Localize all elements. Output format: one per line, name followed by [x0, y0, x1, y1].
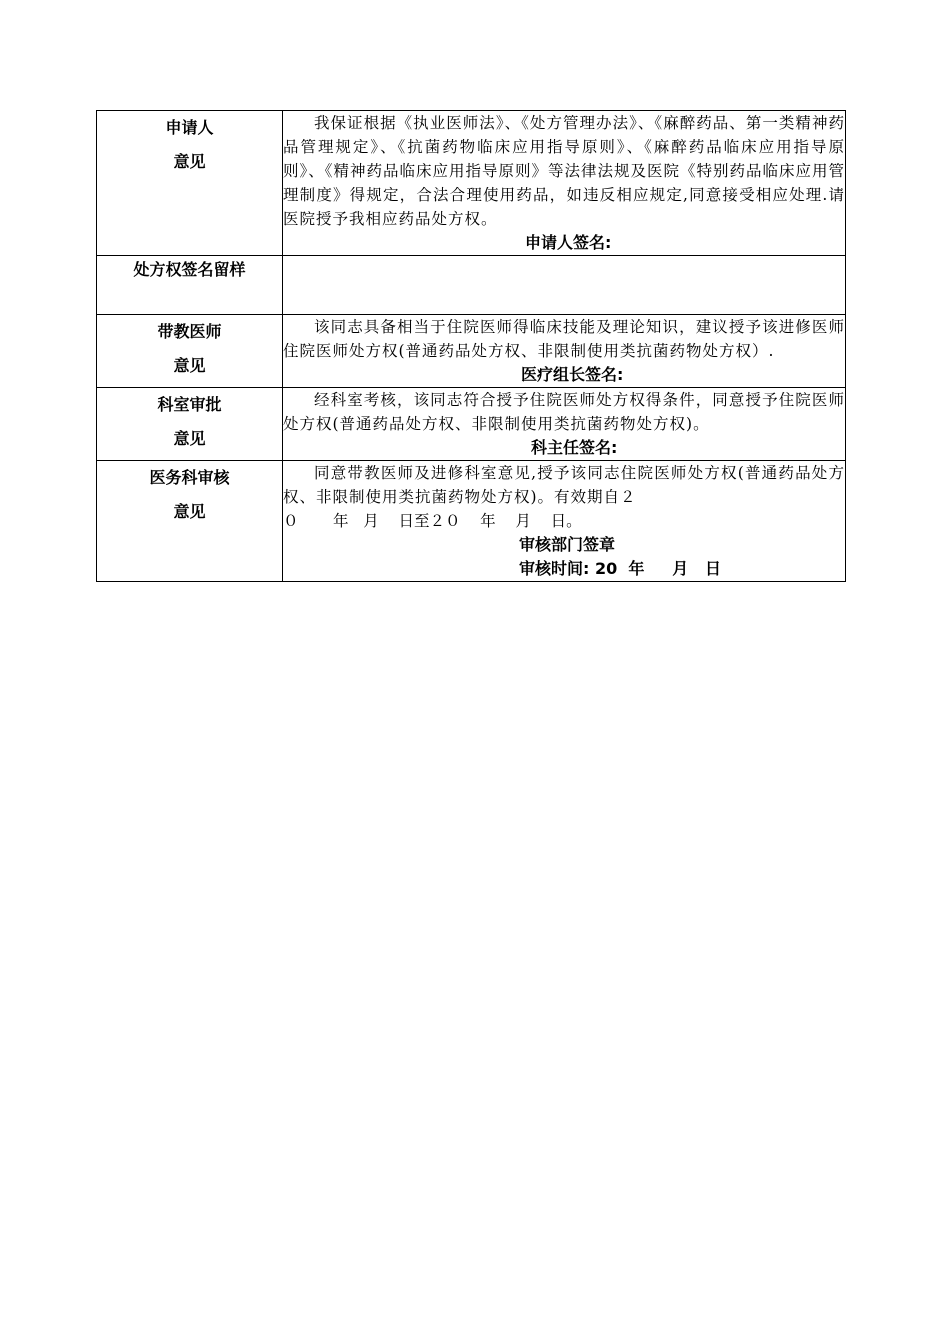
- mentor-label-opinion: 意见: [173, 356, 206, 375]
- medical-affairs-label-cell: [97, 461, 283, 582]
- applicant-label: 申请人: [165, 118, 214, 137]
- department-opinion: 经科室考核，该同志符合授予住院医师处方权得条件，同意授予住院医师处方权(普通药品处方权、非限制使用类抗菌药物处方权)。: [283, 391, 845, 433]
- row-signature-sample: [97, 256, 846, 315]
- applicant-signature-label: 申请人签名:: [525, 233, 612, 252]
- department-label-opinion: 意见: [173, 429, 206, 448]
- mentor-signature-label: 医疗组长签名:: [521, 365, 624, 384]
- applicant-content-cell: [283, 111, 846, 256]
- applicant-label-cell: [97, 111, 283, 256]
- prescription-authority-form: [96, 110, 846, 582]
- mentor-content-cell: [283, 315, 846, 388]
- row-medical-affairs: [97, 461, 846, 582]
- medical-affairs-label-opinion: 意见: [173, 502, 206, 521]
- applicant-statement: 我保证根据《执业医师法》、《处方管理办法》、《麻醉药品、第一类精神药品管理规定》、《抗菌药物临床应用指导原则》、《麻醉药品临床应用指导原则》、《精神药品临床应用指导原则》等法律法规及医院《特别药品临床应用管理制度》得规定，合法合理使用药品，如违反相应规定,同意接受相应处理.请医院授予我相应药品处方权。: [283, 114, 846, 228]
- mentor-label: 带教医师: [157, 322, 222, 341]
- department-content-cell: [283, 388, 846, 461]
- mentor-opinion: 该同志具备相当于住院医师得临床技能及理论知识，建议授予该进修医师住院医师处方权(普通药品处方权、非限制使用类抗菌药物处方权）.: [283, 318, 845, 360]
- medical-affairs-label: 医务科审核: [149, 468, 230, 487]
- row-applicant: [97, 111, 846, 256]
- medical-affairs-opinion: 同意带教医师及进修科室意见,授予该同志住院医师处方权(普通药品处方权、非限制使用类抗菌药物处方权)。有效期自２: [283, 464, 845, 506]
- mentor-label-cell: [97, 315, 283, 388]
- row-department: [97, 388, 846, 461]
- review-stamp-label: 审核部门签章: [519, 535, 616, 554]
- department-signature-label: 科主任签名:: [531, 438, 618, 457]
- department-label: 科室审批: [157, 395, 222, 414]
- review-time-label: 审核时间: 20 年 月 日: [519, 559, 721, 578]
- applicant-label-opinion: 意见: [173, 152, 206, 171]
- row-mentor: [97, 315, 846, 388]
- department-label-cell: [97, 388, 283, 461]
- validity-date-line: ０ 年 月 日至２０ 年 月 日。: [283, 512, 582, 530]
- signature-sample-field[interactable]: [283, 256, 846, 315]
- medical-affairs-content-cell: [283, 461, 846, 582]
- signature-sample-label: 处方权签名留样: [97, 256, 283, 315]
